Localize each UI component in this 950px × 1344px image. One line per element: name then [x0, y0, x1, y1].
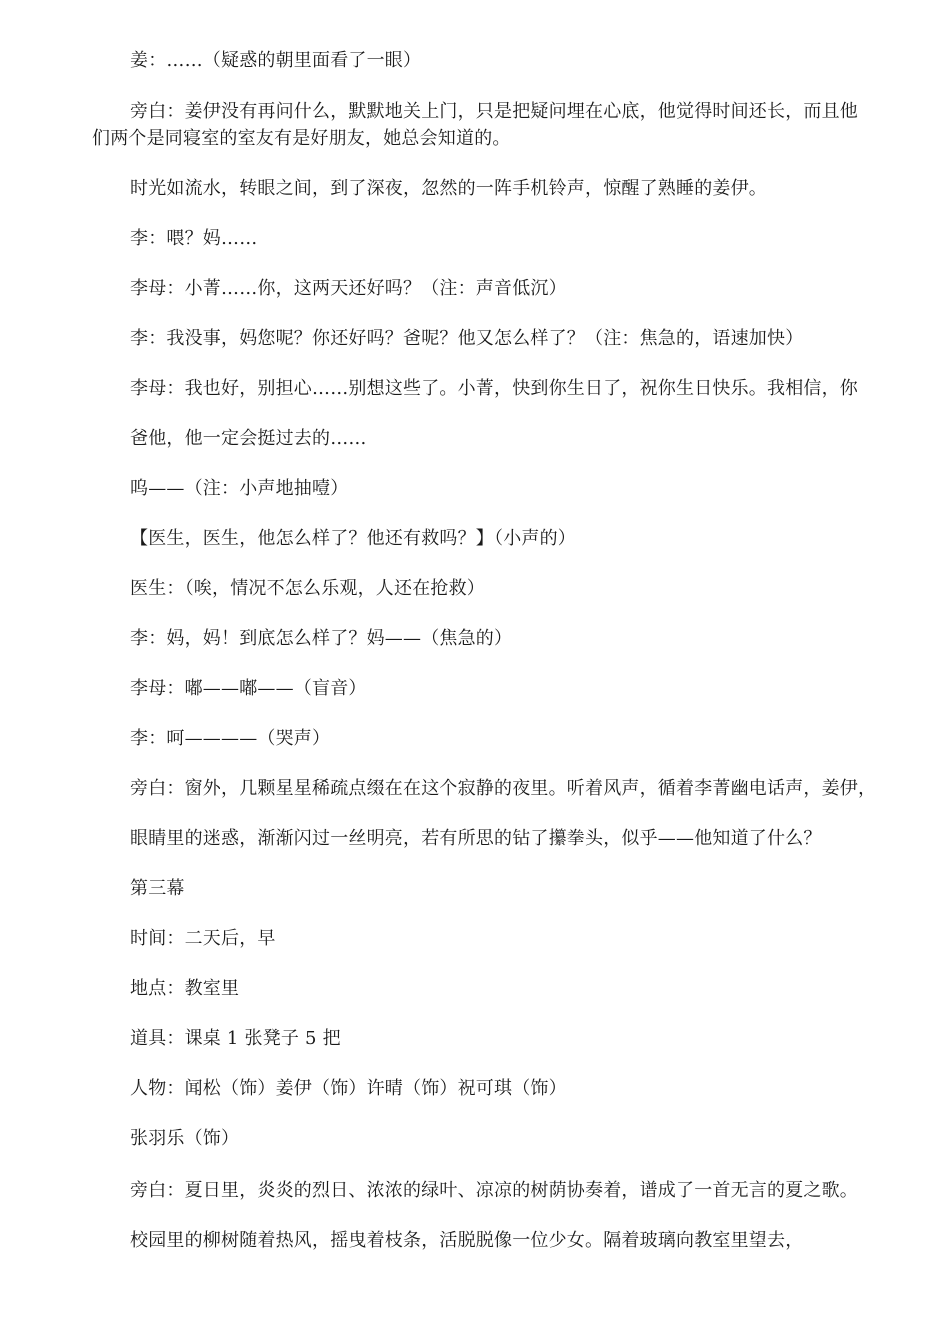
text-line: 旁白：夏日里，炎炎的烈日、浓浓的绿叶、凉凉的树荫协奏着，谱成了一首无言的夏之歌。: [130, 1180, 858, 1201]
text-line: 【医生，医生，他怎么样了？他还有救吗？】（小声的）: [130, 528, 576, 549]
text-line: 张羽乐（饰）: [130, 1128, 240, 1149]
text-line: 李：喂？妈……: [130, 228, 258, 249]
text-line: 眼睛里的迷惑，渐渐闪过一丝明亮，若有所思的钻了攥拳头，似乎——他知道了什么？: [130, 828, 822, 849]
text-line: 李：我没事，妈您呢？你还好吗？爸呢？他又怎么样了？（注：焦急的，语速加快）: [130, 328, 804, 349]
text-line: 医生：（唉，情况不怎么乐观，人还在抢救）: [130, 578, 485, 599]
text-line: 爸他，他一定会挺过去的……: [130, 428, 367, 449]
text-line: 李母：小菁……你，这两天还好吗？（注：声音低沉）: [130, 278, 567, 299]
text-line: 道具：课桌 1 张凳子 5 把: [130, 1028, 341, 1049]
text-line: 姜：……（疑惑的朝里面看了一眼）: [130, 50, 422, 71]
text-line: 李母：嘟——嘟——（盲音）: [130, 678, 367, 699]
text-line: 呜——（注：小声地抽噎）: [130, 478, 349, 499]
text-line: 们两个是同寝室的室友有是好朋友，她总会知道的。: [92, 128, 511, 149]
text-line: 旁白：姜伊没有再问什么，默默地关上门，只是把疑问埋在心底，他觉得时间还长，而且他: [130, 101, 858, 122]
text-line: 人物：闻松（饰）姜伊（饰）许晴（饰）祝可琪（饰）: [130, 1078, 567, 1099]
text-line: 时光如流水，转眼之间，到了深夜，忽然的一阵手机铃声，惊醒了熟睡的姜伊。: [130, 178, 767, 199]
text-line: 旁白：窗外，几颗星星稀疏点缀在在这个寂静的夜里。听着风声，循着李菁幽电话声，姜伊，: [130, 778, 877, 799]
text-line: 李母：我也好，别担心……别想这些了。小菁，快到你生日了，祝你生日快乐。我相信，你: [130, 378, 858, 399]
section-heading: 第三幕: [130, 878, 185, 899]
text-line: 李：妈，妈！到底怎么样了？妈——（焦急的）: [130, 628, 513, 649]
text-line: 时间：二天后，早: [130, 928, 276, 949]
text-line: 李：呵————（哭声）: [130, 728, 331, 749]
text-line: 校园里的柳树随着热风，摇曳着枝条，活脱脱像一位少女。隔着玻璃向教室里望去，: [130, 1230, 804, 1251]
text-line: 地点：教室里: [130, 978, 240, 999]
